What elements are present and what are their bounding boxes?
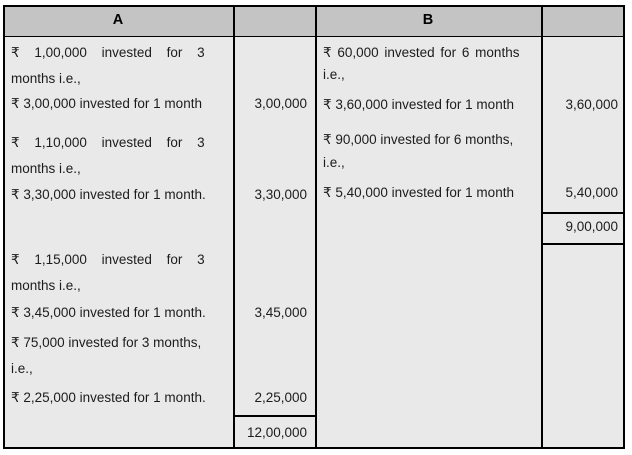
text-line: ₹ 5,40,000 invested for 1 month (323, 185, 514, 200)
text-line: i.e., (323, 67, 345, 82)
amount-cell: 3,30,000 (254, 187, 307, 202)
total-cell-b: 9,00,000 (565, 219, 618, 234)
text-line: ₹ 75,000 invested for 3 months, (11, 335, 202, 350)
text-line: ₹ 3,45,000 invested for 1 month. (11, 305, 206, 320)
amount-cell: 3,45,000 (254, 305, 307, 320)
amount-cell: 2,25,000 (254, 390, 307, 405)
column-header-a: A (112, 12, 124, 28)
amount-cell: 3,00,000 (254, 96, 307, 111)
text-line: ₹ 90,000 invested for 6 months, (323, 132, 514, 147)
amount-cell: 5,40,000 (565, 185, 618, 200)
grid-vline-ab-divider (315, 5, 317, 449)
total-cell-a: 12,00,000 (246, 425, 307, 440)
grid-hline-above-a-total (233, 415, 316, 417)
text-line: ₹ 3,30,000 invested for 1 month. (11, 187, 206, 202)
text-line: months i.e., (11, 71, 81, 86)
grid-hline-below-b-total (541, 243, 625, 245)
text-line: ₹ 60,000 invested for 6 months (323, 45, 520, 60)
text-line: ₹ 1,10,000 invested for 3 (11, 135, 205, 150)
text-line: ₹ 2,25,000 invested for 1 month. (11, 390, 206, 405)
text-line: ₹ 3,60,000 invested for 1 month (323, 97, 514, 112)
table-frame (3, 5, 625, 449)
text-line: i.e., (11, 361, 33, 376)
text-line: months i.e., (11, 161, 81, 176)
grid-vline-a-amount (233, 5, 235, 449)
text-line: months i.e., (11, 278, 81, 293)
text-line: ₹ 1,00,000 invested for 3 (11, 45, 205, 60)
column-header-b: B (422, 12, 434, 28)
amount-cell: 3,60,000 (565, 97, 618, 112)
text-line: ₹ 3,00,000 invested for 1 month (11, 96, 202, 111)
text-line: i.e., (323, 155, 345, 170)
text-line: ₹ 1,15,000 invested for 3 (11, 252, 205, 267)
